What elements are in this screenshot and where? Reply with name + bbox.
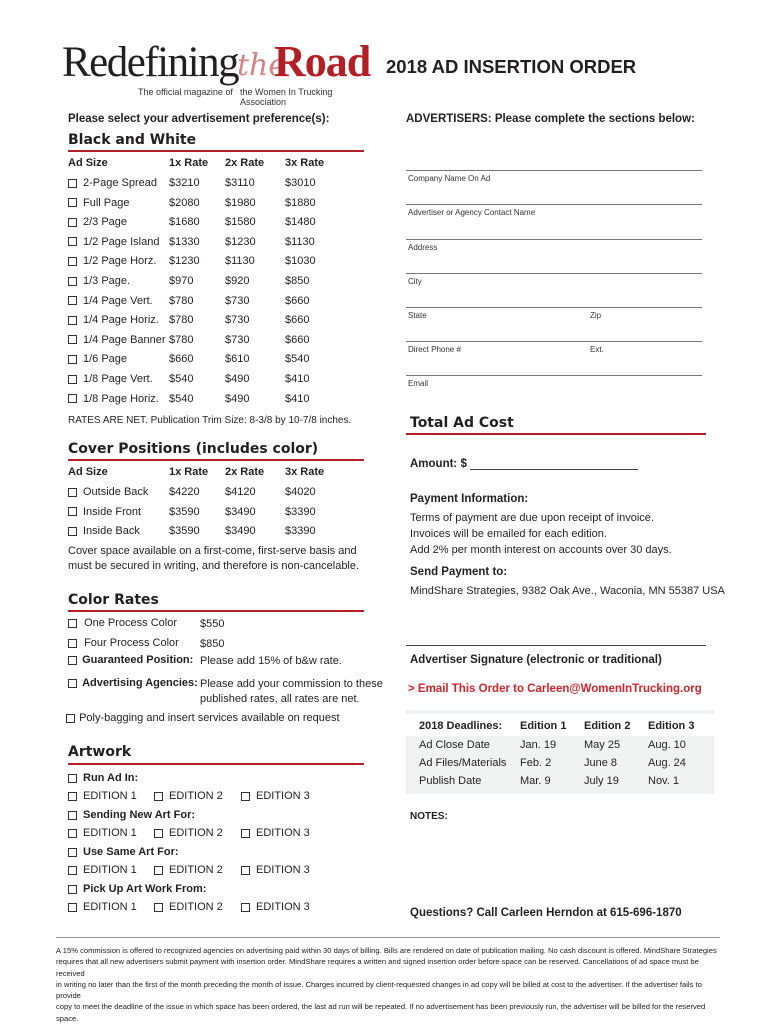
cover-checkbox[interactable] [68,527,77,536]
poly-row [66,712,340,724]
bw-rate-3x: $1030 [285,255,316,268]
one-process-price: $550 [200,618,225,630]
total-heading: Total Ad Cost [410,415,514,431]
bw-size-label: 1/2 Page Horz. [83,255,157,268]
bw-checkbox[interactable] [68,257,77,266]
company-line [406,170,702,171]
edition-label: EDITION 2 [169,790,223,802]
cover-heading: Cover Positions (includes color) [68,441,319,457]
signature-line[interactable] [406,645,706,646]
artwork-group-label [68,846,179,858]
edition-option [154,790,223,802]
cover-row [68,525,140,537]
artwork-group-label [68,772,138,784]
edition-option [241,827,310,839]
bw-row [68,393,159,405]
deadline-edition-3: Aug. 24 [648,757,686,769]
bw-size-label: Full Page [83,196,130,209]
bw-rate-3x: $540 [285,353,310,366]
color-rule [68,610,364,612]
edition-checkbox[interactable] [68,792,77,801]
edition-label: EDITION 1 [83,790,137,802]
edition-checkbox[interactable] [241,866,250,875]
contact-label: Advertiser or Agency Contact Name [408,208,536,217]
city-line [406,273,702,274]
deadline-edition-2: July 19 [584,775,619,787]
bw-row [68,197,129,209]
cover-rate-2x: $3490 [225,505,256,518]
deadlines-header: Edition 2 [584,720,631,732]
bw-checkbox[interactable] [68,179,77,188]
bw-rate-3x: $660 [285,294,310,307]
deadlines-header: 2018 Deadlines: [419,720,503,732]
email-label: Email [408,379,429,388]
edition-checkbox[interactable] [154,829,163,838]
bw-checkbox[interactable] [68,218,77,227]
company-label: Company Name On Ad [408,174,491,183]
total-rule [406,433,706,435]
bw-rate-1x: $970 [169,275,194,287]
bw-rate-2x: $610 [225,353,250,366]
guaranteed-label: Guaranteed Position: [82,654,194,666]
cover-rate-1x: $3590 [169,505,200,518]
amount-label: Amount: $ [410,458,467,470]
bw-rate-3x: $850 [285,275,310,287]
edition-option [241,901,310,913]
bw-row [68,334,166,346]
bw-rate-2x: $920 [225,275,250,287]
edition-checkbox[interactable] [68,829,77,838]
edition-label: EDITION 3 [256,901,310,913]
bw-rate-1x: $780 [169,294,194,307]
bw-rate-1x: $780 [169,333,194,346]
cover-checkbox[interactable] [68,488,77,497]
deadline-label: Ad Close Date [419,739,490,751]
four-process-checkbox[interactable] [68,639,77,648]
cover-rate-1x: $4220 [169,486,200,498]
deadline-edition-1: Jan. 19 [520,739,557,751]
bw-checkbox[interactable] [68,316,77,325]
state-label: State [408,311,427,320]
guaranteed-text: Please add 15% of b&w rate. [200,655,342,667]
bw-rate-3x: $660 [285,314,310,327]
bw-row [68,255,156,267]
bw-rate-3x: $410 [285,392,310,405]
cover-rate-1x: $3590 [169,525,200,538]
address-label: Address [408,243,438,252]
cover-size-label: Inside Back [83,525,140,538]
edition-option [68,790,137,802]
footer-line: requires that all new advertisers submit payment with insertion order. MindShare requires a written and signed insertion order before space can be reserved. Cancellations of ad space must be received [56,957,699,978]
bw-checkbox[interactable] [68,335,77,344]
edition-option [68,864,137,876]
payment-line-3: Add 2% per month interest on accounts over 30 days. [410,544,672,556]
cover-checkbox[interactable] [68,507,77,516]
deadline-edition-2: June 8 [584,757,618,769]
edition-checkbox[interactable] [154,903,163,912]
edition-label: EDITION 2 [169,827,223,839]
bw-heading: Black and White [68,132,197,148]
bw-rule [68,150,364,152]
bw-checkbox[interactable] [68,375,77,384]
deadline-edition-2: May 25 [584,739,621,751]
agencies-text-1: Please add your commission to these [200,678,383,690]
edition-option [154,901,223,913]
contact-line [406,204,702,205]
page-title: 2018 AD INSERTION ORDER [386,56,637,77]
cover-header-3x: 3x Rate [285,466,325,478]
artwork-rule [68,763,364,765]
bw-rate-1x: $1680 [169,216,200,229]
bw-size-label: 1/4 Page Banner [83,333,166,346]
one-process-label: One Process Color [84,617,177,629]
edition-option [68,901,137,913]
bw-checkbox[interactable] [68,237,77,246]
edition-label: EDITION 3 [256,827,310,839]
one-process-checkbox[interactable] [68,619,77,628]
bw-rate-1x: $540 [169,392,194,405]
bw-size-label: 2/3 Page [83,216,128,229]
deadline-edition-1: Mar. 9 [520,775,551,787]
footer-line: in writing no later than the first of the month preceding the month of issue. Charges incurred by client-requested changes in ad copy will be billed at cost to the advertiser. If the advertiser fails to provide [56,979,702,1001]
four-process-price: $850 [200,638,225,650]
bw-header-size: Ad Size [68,157,108,169]
cover-rate-2x: $4120 [225,486,256,498]
cover-rate-2x: $3490 [225,525,256,538]
footer-rule [56,937,720,938]
deadlines-header: Edition 3 [648,720,695,732]
poly-checkbox[interactable] [66,714,75,723]
bw-size-label: 2-Page Spread [83,177,157,189]
artwork-group-checkbox[interactable] [68,885,77,894]
bw-row [68,314,159,326]
edition-label: EDITION 2 [169,864,223,876]
artwork-group-label [68,883,206,895]
artwork-group-text: Sending New Art For: [83,809,196,821]
deadlines-header: Edition 1 [520,720,567,732]
bw-rate-2x: $3110 [225,177,255,189]
guaranteed-checkbox[interactable] [68,656,77,665]
bw-rate-1x: $3210 [169,177,200,189]
bw-rate-1x: $660 [169,353,194,366]
cover-header-1x: 1x Rate [169,466,209,478]
bw-rate-1x: $2080 [169,196,200,209]
bw-row [68,353,127,365]
bw-size-label: 1/8 Page Vert. [83,373,153,385]
bw-checkbox[interactable] [68,277,77,286]
edition-option [241,864,310,876]
notes-label: NOTES: [410,811,448,822]
bw-checkbox[interactable] [68,355,77,364]
payment-line-1: Terms of payment are due upon receipt of invoice. [410,512,654,524]
bw-rate-1x: $1230 [169,255,200,268]
bw-rate-1x: $780 [169,314,194,327]
footer-terms [56,945,720,1024]
bw-row [68,275,130,287]
four-process-row [68,637,179,649]
send-heading: Send Payment to: [410,566,508,578]
edition-checkbox[interactable] [241,829,250,838]
artwork-group-text: Use Same Art For: [83,846,179,858]
bw-rate-3x: $1480 [285,216,316,229]
cover-row [68,486,148,498]
edition-label: EDITION 1 [83,901,137,913]
edition-option [154,827,223,839]
edition-checkbox[interactable] [68,903,77,912]
logo-tag-left: The official magazine of [138,87,233,97]
city-label: City [408,277,422,286]
bw-rate-2x: $490 [225,373,250,385]
payment-heading: Payment Information: [410,493,529,505]
cover-rate-3x: $4020 [285,486,316,498]
bw-row [68,216,127,228]
logo-road-text: Road [274,37,371,86]
edition-option [154,864,223,876]
edition-label: EDITION 3 [256,864,310,876]
cover-row [68,506,141,518]
cover-rate-3x: $3390 [285,505,316,518]
logo-the-text: the [237,48,287,83]
bw-row [68,177,157,189]
bw-row [68,295,153,307]
bw-rate-3x: $3010 [285,177,316,189]
agencies-text-2: published rates, all rates are net. [200,693,360,705]
bw-checkbox[interactable] [68,296,77,305]
signature-label: Advertiser Signature (electronic or traditional) [410,654,662,666]
bw-row [68,373,153,385]
footer-line: copy to meet the deadline of the issue in which space has been ordered, the last ad run will be repeated. If no advertisement has been previously run, the advertiser will be billed for the reserved space. [56,1002,706,1023]
logo-tag-right: the Women In Trucking Association [240,87,333,107]
state-line [406,307,702,308]
edition-option [68,827,137,839]
bw-rate-3x: $1880 [285,196,316,209]
bw-size-label: 1/4 Page Vert. [83,294,153,307]
artwork-group-checkbox[interactable] [68,774,77,783]
cover-note-2: must be secured in writing, and therefore is non-cancelable. [68,560,360,572]
bw-rate-3x: $410 [285,373,310,385]
bw-rate-2x: $1980 [225,196,256,209]
edition-checkbox[interactable] [241,792,250,801]
bw-rate-2x: $1130 [225,255,255,268]
bw-rate-3x: $1130 [285,235,315,248]
footer-line: A 15% commission is offered to recognized agencies on advertising paid within 30 days of billing. Bills are rendered on date of publication mailing. No cash discount is offered. MindShare Strategies [56,946,717,955]
agencies-row [68,677,198,689]
one-process-row [68,617,177,629]
edition-checkbox[interactable] [154,866,163,875]
cover-note-1: Cover space available on a first-come, first-serve basis and [68,545,357,557]
artwork-group-checkbox[interactable] [68,848,77,857]
deadline-edition-1: Feb. 2 [520,757,552,769]
bw-row [68,236,159,248]
bw-rate-3x: $660 [285,333,310,346]
zip-label: Zip [590,311,602,320]
deadline-edition-3: Nov. 1 [648,775,679,787]
cover-rule [68,459,364,461]
bw-rate-2x: $490 [225,392,250,405]
cover-header-size: Ad Size [68,466,108,478]
four-process-label: Four Process Color [84,637,179,649]
edition-label: EDITION 1 [83,827,137,839]
logo [62,37,371,107]
bw-rate-2x: $1230 [225,235,256,248]
phone-line [406,341,702,342]
send-address: MindShare Strategies, 9382 Oak Ave., Waconia, MN 55387 USA [410,585,725,597]
bw-size-label: 1/4 Page Horiz. [83,314,159,327]
edition-label: EDITION 1 [83,864,137,876]
amount-line[interactable] [470,469,638,470]
edition-checkbox[interactable] [68,866,77,875]
guaranteed-row [68,654,193,666]
deadline-label: Publish Date [419,775,482,787]
bw-rate-1x: $540 [169,373,194,385]
phone-label: Direct Phone # [408,345,461,354]
ext-label: Ext. [590,345,604,354]
cover-size-label: Outside Back [83,486,149,498]
edition-label: EDITION 3 [256,790,310,802]
bw-header-3x: 3x Rate [285,157,325,169]
bw-header-2x: 2x Rate [225,157,265,169]
agencies-label: Advertising Agencies: [82,677,198,689]
bw-rate-2x: $1580 [225,216,256,229]
bw-rate-2x: $730 [225,314,250,327]
bw-note: RATES ARE NET. Publication Trim Size: 8-3/8 by 10-7/8 inches. [68,415,352,426]
bw-size-label: 1/6 Page [83,353,128,366]
email-line [406,375,702,376]
bw-size-label: 1/2 Page Island [83,235,160,248]
bw-rate-2x: $730 [225,294,250,307]
bw-checkbox[interactable] [68,394,77,403]
agencies-checkbox[interactable] [68,679,77,688]
bw-checkbox[interactable] [68,198,77,207]
bw-size-label: 1/8 Page Horiz. [83,392,159,405]
bw-rate-2x: $730 [225,333,250,346]
address-line [406,239,702,240]
bw-header-1x: 1x Rate [169,157,209,169]
cover-rate-3x: $3390 [285,525,316,538]
cover-header-2x: 2x Rate [225,466,265,478]
poly-label: Poly-bagging and insert services available on request [79,712,340,724]
edition-checkbox[interactable] [154,792,163,801]
bw-size-label: 1/3 Page. [83,275,131,287]
artwork-group-checkbox[interactable] [68,811,77,820]
artwork-group-label [68,809,195,821]
edition-label: EDITION 2 [169,901,223,913]
questions-text: Questions? Call Carleen Herndon at 615-696-1870 [410,907,682,919]
color-heading: Color Rates [68,592,159,608]
payment-line-2: Invoices will be emailed for each edition. [410,528,607,540]
edition-checkbox[interactable] [241,903,250,912]
artwork-heading: Artwork [68,744,132,760]
artwork-group-text: Pick Up Art Work From: [83,883,207,895]
edition-option [241,790,310,802]
deadline-label: Ad Files/Materials [419,757,507,769]
artwork-group-text: Run Ad In: [83,772,139,784]
cover-size-label: Inside Front [83,505,142,518]
left-instruction: Please select your advertisement preference(s): [68,113,330,125]
logo-main-text: Redefining [62,39,239,86]
email-order-link[interactable]: > Email This Order to Carleen@WomenInTrucking.org [408,683,702,695]
bw-rate-1x: $1330 [169,235,200,248]
deadline-edition-3: Aug. 10 [648,739,686,751]
right-instruction: ADVERTISERS: Please complete the sections below: [406,113,695,125]
